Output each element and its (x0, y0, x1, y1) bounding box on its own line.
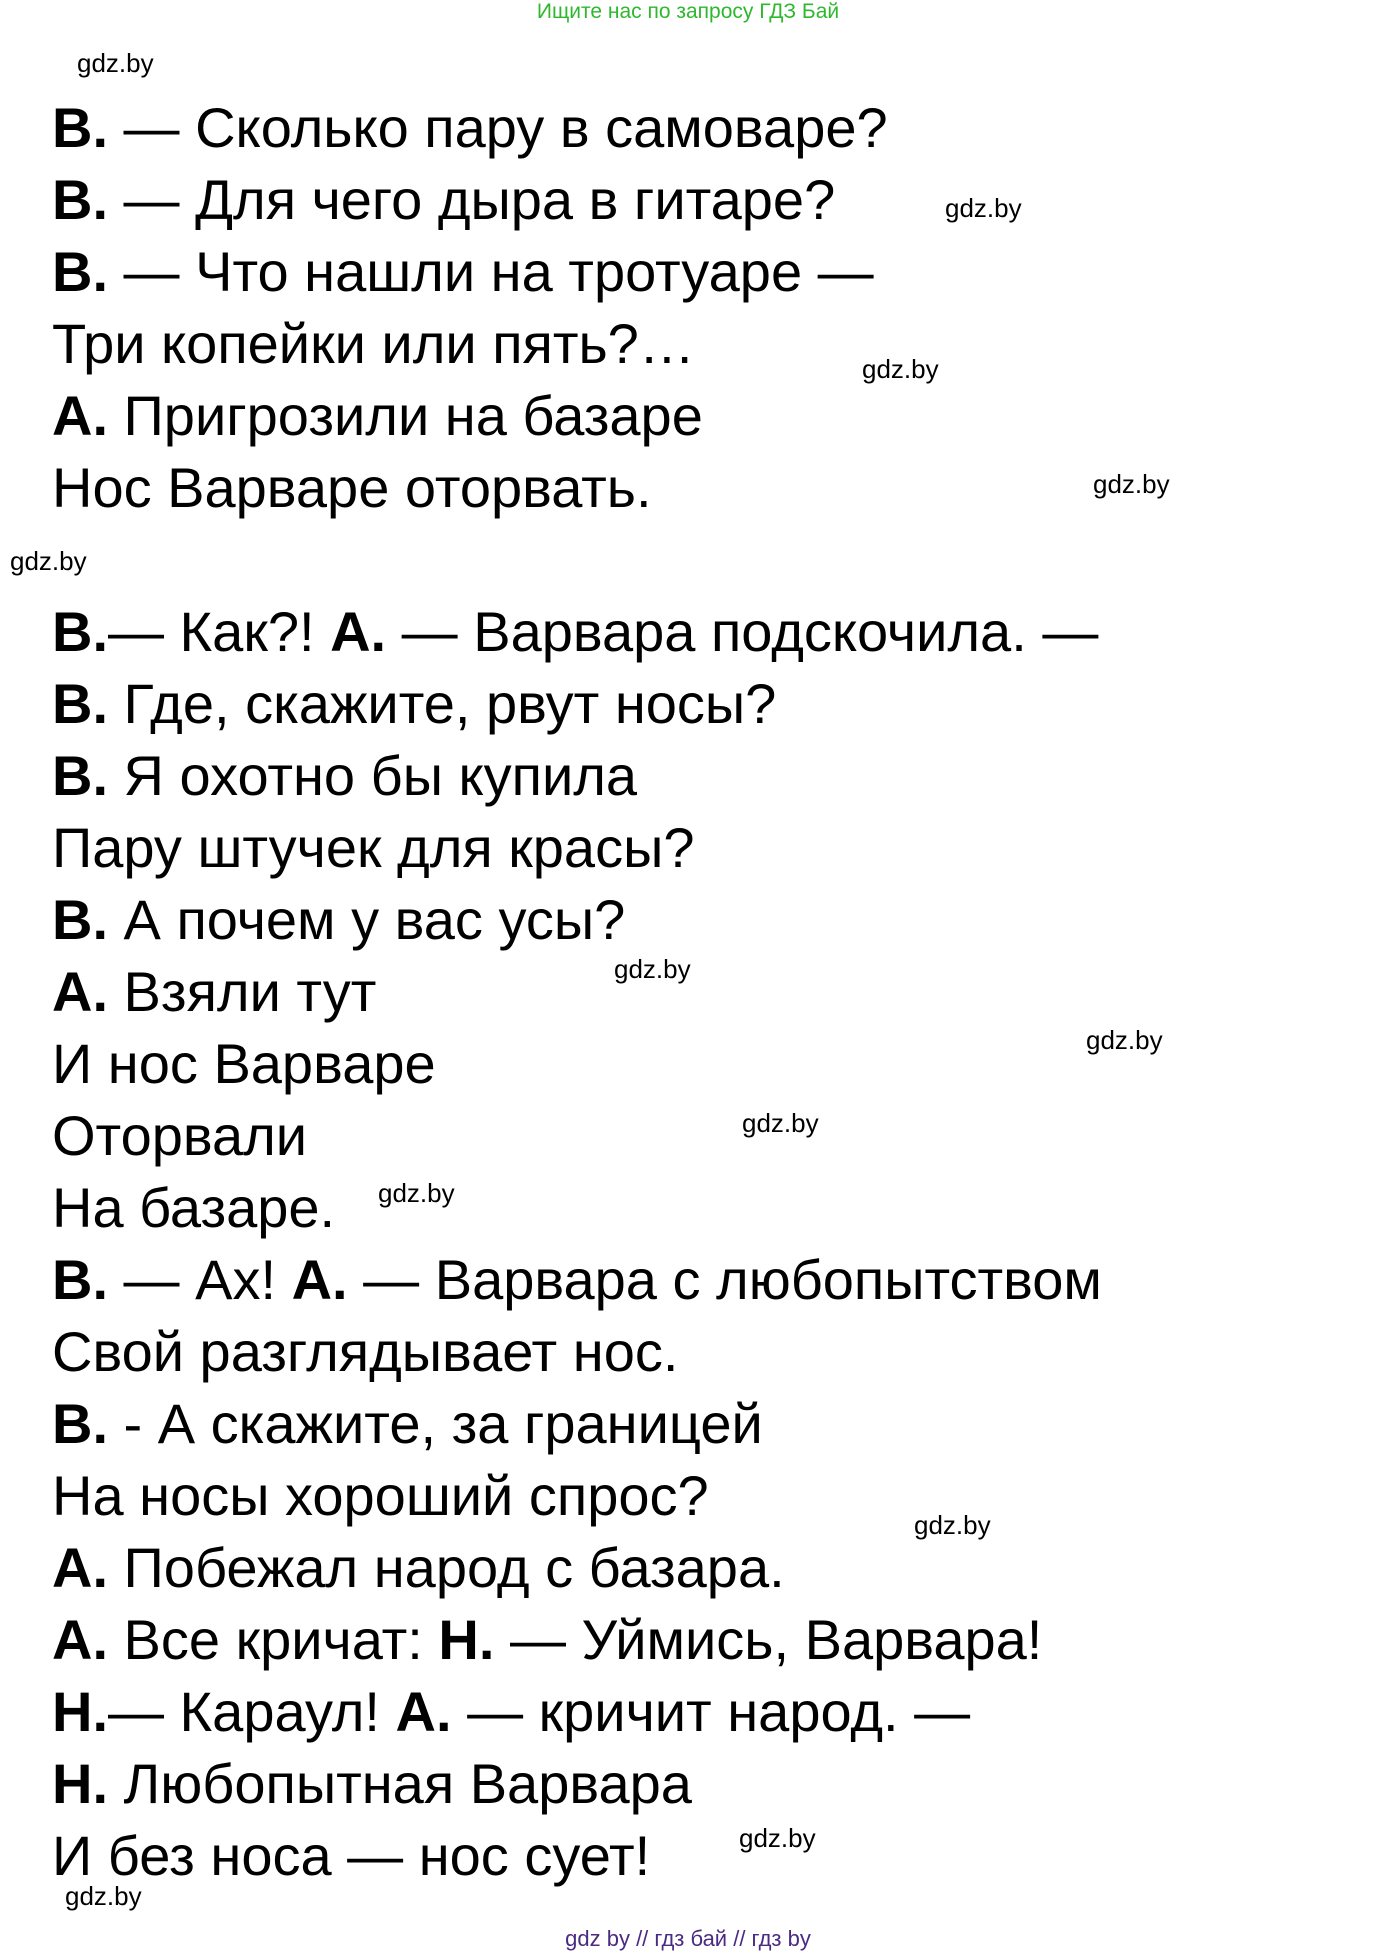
line-text: Я охотно бы купила (108, 744, 638, 807)
line-text: — Сколько пару в самоваре? (108, 96, 888, 159)
watermark: gdz.by (914, 1510, 991, 1540)
line-text: Где, скажите, рвут носы? (108, 672, 777, 735)
watermark: gdz.by (10, 546, 87, 576)
poem-line (52, 672, 777, 735)
watermark: gdz.by (862, 354, 939, 384)
poem-line (52, 96, 888, 159)
speaker-label: В. (52, 96, 108, 159)
speaker-label: А. (395, 1680, 452, 1743)
watermark: gdz.by (742, 1108, 819, 1138)
line-text: И без носа — нос сует! (52, 1824, 651, 1887)
speaker-label: А. (52, 1536, 108, 1599)
poem-line (52, 960, 377, 1023)
line-text: - А скажите, за границей (108, 1392, 763, 1455)
line-text: — Что нашли на тротуаре — (108, 240, 874, 303)
speaker-label: Н. (438, 1608, 495, 1671)
line-text: — Караул! (108, 1680, 396, 1743)
speaker-label: А. (52, 1608, 108, 1671)
line-text: А почем у вас усы? (108, 888, 626, 951)
poem-line (52, 1824, 651, 1887)
poem-line (52, 1536, 785, 1599)
line-text: — кричит народ. — (451, 1680, 971, 1743)
line-text: Свой разглядывает нос. (52, 1320, 679, 1383)
speaker-label: Н. (52, 1752, 108, 1815)
poem-line (52, 1464, 709, 1527)
watermark: gdz.by (614, 954, 691, 984)
poem-line (52, 1320, 679, 1383)
line-text: Нос Варваре оторвать. (52, 456, 652, 519)
poem-line (52, 456, 652, 519)
speaker-label: В. (52, 672, 108, 735)
line-text: Все кричат: (108, 1608, 439, 1671)
speaker-label: А. (52, 960, 108, 1023)
poem-line (52, 600, 1099, 663)
speaker-label: В. (52, 1392, 108, 1455)
poem-line (52, 1104, 308, 1167)
line-text: Пригрозили на базаре (108, 384, 703, 447)
speaker-label: В. (52, 888, 108, 951)
line-text: — Уймись, Варвара! (494, 1608, 1043, 1671)
poem-line (52, 1176, 336, 1239)
watermark: gdz.by (739, 1823, 816, 1853)
poem-line (52, 816, 695, 879)
line-text: — Варвара с любопытством (347, 1248, 1102, 1311)
line-text: Любопытная Варвара (108, 1752, 692, 1815)
line-text: — Как?! (108, 600, 331, 663)
poem-line (52, 312, 695, 375)
footer-links[interactable]: gdz by // гдз бай // гдз by (565, 1926, 811, 1951)
top-search-link[interactable]: Ищите нас по запросу ГДЗ Бай (536, 0, 840, 23)
speaker-label: А. (330, 600, 387, 663)
watermark: gdz.by (1093, 469, 1170, 499)
speaker-label: В. (52, 744, 108, 807)
poem-line (52, 168, 836, 231)
poem-line (52, 1608, 1043, 1671)
speaker-label: А. (52, 384, 108, 447)
poem-line (52, 744, 638, 807)
poem-line (52, 1752, 692, 1815)
watermark: gdz.by (378, 1178, 455, 1208)
speaker-label: Н. (52, 1680, 108, 1743)
poem-line (52, 1032, 436, 1095)
line-text: На носы хороший спрос? (52, 1464, 709, 1527)
line-text: Оторвали (52, 1104, 308, 1167)
line-text: Три копейки или пять?… (52, 312, 695, 375)
line-text: И нос Варваре (52, 1032, 436, 1095)
line-text: Взяли тут (108, 960, 377, 1023)
poem-line (52, 1248, 1102, 1311)
poem-line (52, 1680, 971, 1743)
speaker-label: В. (52, 168, 108, 231)
line-text: — Варвара подскочила. — (386, 600, 1099, 663)
poem-line (52, 1392, 763, 1455)
speaker-label: В. (52, 1248, 108, 1311)
line-text: На базаре. (52, 1176, 336, 1239)
watermark: gdz.by (65, 1881, 142, 1911)
poem-line (52, 888, 626, 951)
poem-line (52, 240, 874, 303)
watermark: gdz.by (77, 48, 154, 78)
line-text: — Для чего дыра в гитаре? (108, 168, 836, 231)
speaker-label: В. (52, 240, 108, 303)
line-text: — Ах! (108, 1248, 292, 1311)
watermark: gdz.by (1086, 1025, 1163, 1055)
line-text: Пару штучек для красы? (52, 816, 695, 879)
poem-line (52, 384, 703, 447)
speaker-label: А. (291, 1248, 348, 1311)
line-text: Побежал народ с базара. (108, 1536, 785, 1599)
watermark: gdz.by (945, 193, 1022, 223)
speaker-label: В. (52, 600, 108, 663)
